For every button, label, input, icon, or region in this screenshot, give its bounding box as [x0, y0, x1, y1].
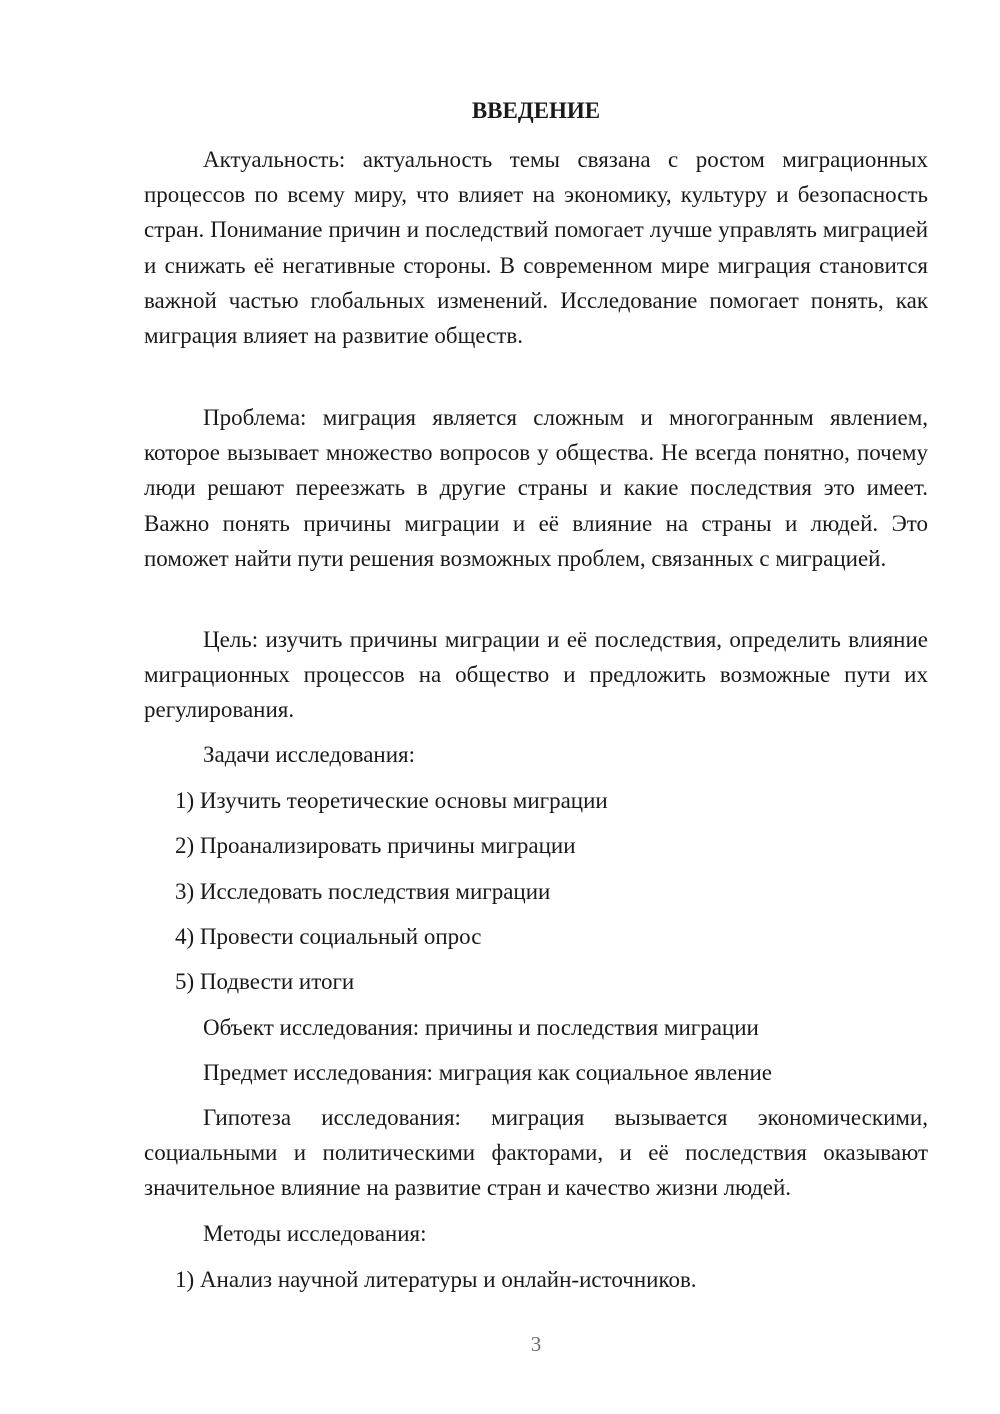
page-number: 3 [530, 1332, 542, 1356]
section-title: ВВЕДЕНИЕ [471, 98, 601, 123]
task-item: 3) Исследовать последствия миграции [175, 879, 551, 904]
relevance-paragraph: Актуальность: актуальность темы связана с ростом миграционных процессов по всему миру, что влияет на экономику, культуру и безопасность стран. Понимание причин и последствий помогает лучше управлять миграцией и снижать её негативные стороны. В современном мире миграция становится важной частью глобальных изменений. Исследование помогает понять, как миграция влияет на развитие обществ. [144, 147, 928, 349]
methods-heading: Методы исследования: [203, 1221, 427, 1246]
task-item: 1) Изучить теоретические основы миграции [175, 788, 608, 813]
goal-paragraph: Цель: изучить причины миграции и её последствия, определить влияние миграционных процессов на общество и предложить возможные пути их регулирования. [144, 627, 928, 723]
method-item: 1) Анализ научной литературы и онлайн-источников. [175, 1267, 697, 1292]
task-item: 5) Подвести итоги [175, 969, 355, 994]
research-subject: Предмет исследования: миграция как социальное явление [203, 1060, 773, 1085]
problem-paragraph: Проблема: миграция является сложным и многогранным явлением, которое вызывает множество вопросов у общества. Не всегда понятно, почему люди решают переезжать в другие страны и какие последствия это имеет. Важно понять причины миграции и её влияние на страны и людей. Это поможет найти пути решения возможных проблем, связанных с миграцией. [144, 405, 928, 571]
tasks-heading: Задачи исследования: [203, 742, 416, 767]
hypothesis-paragraph: Гипотеза исследования: миграция вызывается экономическими, социальными и политическими факторами, и её последствия оказывают значительное влияние на развитие стран и качество жизни людей. [144, 1105, 928, 1201]
task-item: 4) Провести социальный опрос [175, 924, 482, 949]
task-item: 2) Проанализировать причины миграции [175, 833, 576, 858]
research-object: Объект исследования: причины и последствия миграции [203, 1015, 759, 1040]
